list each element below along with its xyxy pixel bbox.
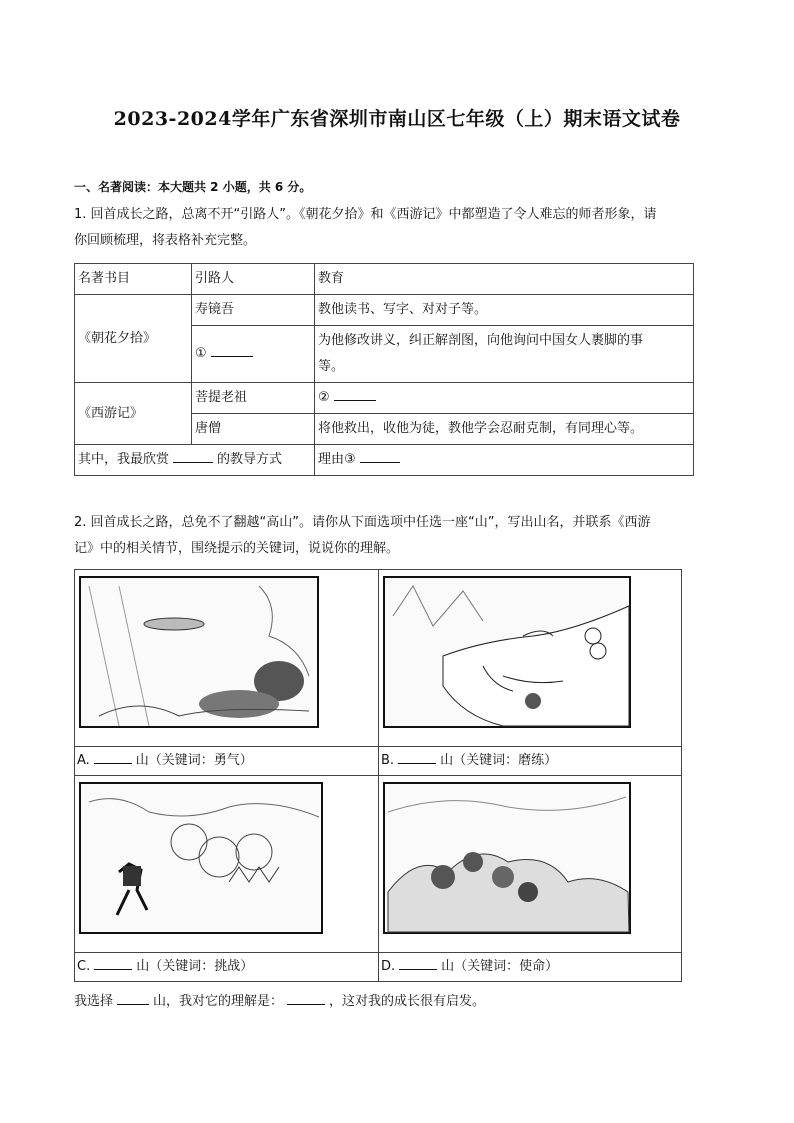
favorite-label-b: 的教导方式 [217, 452, 283, 467]
mentor-puti: 菩提老祖 [192, 383, 315, 414]
answer-blank-b[interactable] [398, 751, 436, 764]
book-chaohua: 《朝花夕拾》 [75, 295, 192, 383]
option-d-keyword: 山（关键词：使命） [441, 959, 559, 974]
option-c-letter: C. [77, 959, 91, 974]
book-xiyouji: 《西游记》 [75, 383, 192, 445]
question-1-text [74, 202, 720, 254]
answer-blank-understanding[interactable] [287, 992, 325, 1005]
mentor-tangseng: 唐僧 [192, 414, 315, 445]
header-mentor: 引路人 [192, 264, 315, 295]
question-1-line1: 1. 回首成长之路，总离不开“引路人”。《朝花夕拾》和《西游记》中都塑造了令人难忘的师者形象，请 [74, 207, 657, 222]
section-heading: 一、名著阅读：本大题共 2 小题，共 6 分。 [74, 180, 312, 194]
reason-label: 理由③ [318, 452, 356, 467]
blank-2-label: ② [318, 390, 330, 405]
edu-fujino-line2: 等。 [318, 359, 345, 374]
illustration-c-image [79, 782, 323, 934]
illustration-b-image [383, 576, 631, 728]
answer-blank-1[interactable] [211, 344, 253, 357]
illustration-a-image [79, 576, 319, 728]
edu-shou: 教他读书、写字、对对子等。 [315, 295, 694, 326]
option-b-keyword: 山（关键词：磨练） [440, 753, 558, 768]
table-row [75, 383, 694, 414]
answer-line-b: 山，我对它的理解是： [153, 994, 284, 1009]
blank-2-cell [315, 383, 694, 414]
page-title: 2023-2024学年广东省深圳市南山区七年级（上）期末语文试卷 [113, 108, 681, 130]
favorite-label-a: 其中，我最欣赏 [78, 452, 170, 467]
header-education: 教育 [315, 264, 694, 295]
answer-blank-2[interactable] [334, 388, 376, 401]
answer-blank-mountain[interactable] [117, 992, 149, 1005]
answer-line [74, 990, 485, 1009]
blank-1-label: ① [195, 346, 207, 361]
illustration-d-cell [379, 776, 682, 953]
option-b-letter: B. [381, 753, 395, 768]
teachers-table [74, 263, 694, 476]
option-a [75, 747, 379, 776]
option-c-keyword: 山（关键词：挑战） [136, 959, 254, 974]
option-b [379, 747, 682, 776]
table-row [75, 445, 694, 476]
option-c [75, 953, 379, 982]
option-d [379, 953, 682, 982]
illustration-c-cell [75, 776, 379, 953]
question-2-line2: 记》中的相关情节，围绕提示的关键词，说说你的理解。 [74, 541, 400, 556]
header-book: 名著书目 [75, 264, 192, 295]
illustration-b-cell [379, 570, 682, 747]
answer-blank-3[interactable] [360, 450, 400, 463]
answer-blank-a[interactable] [94, 751, 132, 764]
mentor-shou: 寿镜吾 [192, 295, 315, 326]
answer-line-a: 我选择 [74, 994, 114, 1009]
answer-blank-c[interactable] [94, 957, 132, 970]
option-a-letter: A. [77, 753, 90, 768]
table-header-row [75, 264, 694, 295]
option-a-keyword: 山（关键词：勇气） [135, 753, 253, 768]
answer-blank-d[interactable] [399, 957, 437, 970]
question-2-text [74, 510, 720, 562]
favorite-cell [75, 445, 315, 476]
edu-fujino [315, 326, 694, 383]
blank-1-cell [192, 326, 315, 383]
answer-blank-favorite[interactable] [173, 450, 213, 463]
edu-fujino-line1: 为他修改讲义，纠正解剖图，向他询问中国女人裹脚的事 [318, 333, 644, 348]
edu-tangseng: 将他救出，收他为徒，教他学会忍耐克制，有同理心等。 [315, 414, 694, 445]
illustration-a-cell [75, 570, 379, 747]
question-1-line2: 你回顾梳理，将表格补充完整。 [74, 233, 257, 248]
option-d-letter: D. [381, 959, 396, 974]
answer-line-c: ，这对我的成长很有启发。 [329, 994, 486, 1009]
illustration-d-image [383, 782, 631, 934]
table-row [75, 295, 694, 326]
question-2-line1: 2. 回首成长之路，总免不了翻越“高山”。请你从下面选项中任选一座“山”，写出山名，并联系《西游 [74, 515, 651, 530]
mountain-options-table [74, 569, 682, 982]
reason-cell [315, 445, 694, 476]
